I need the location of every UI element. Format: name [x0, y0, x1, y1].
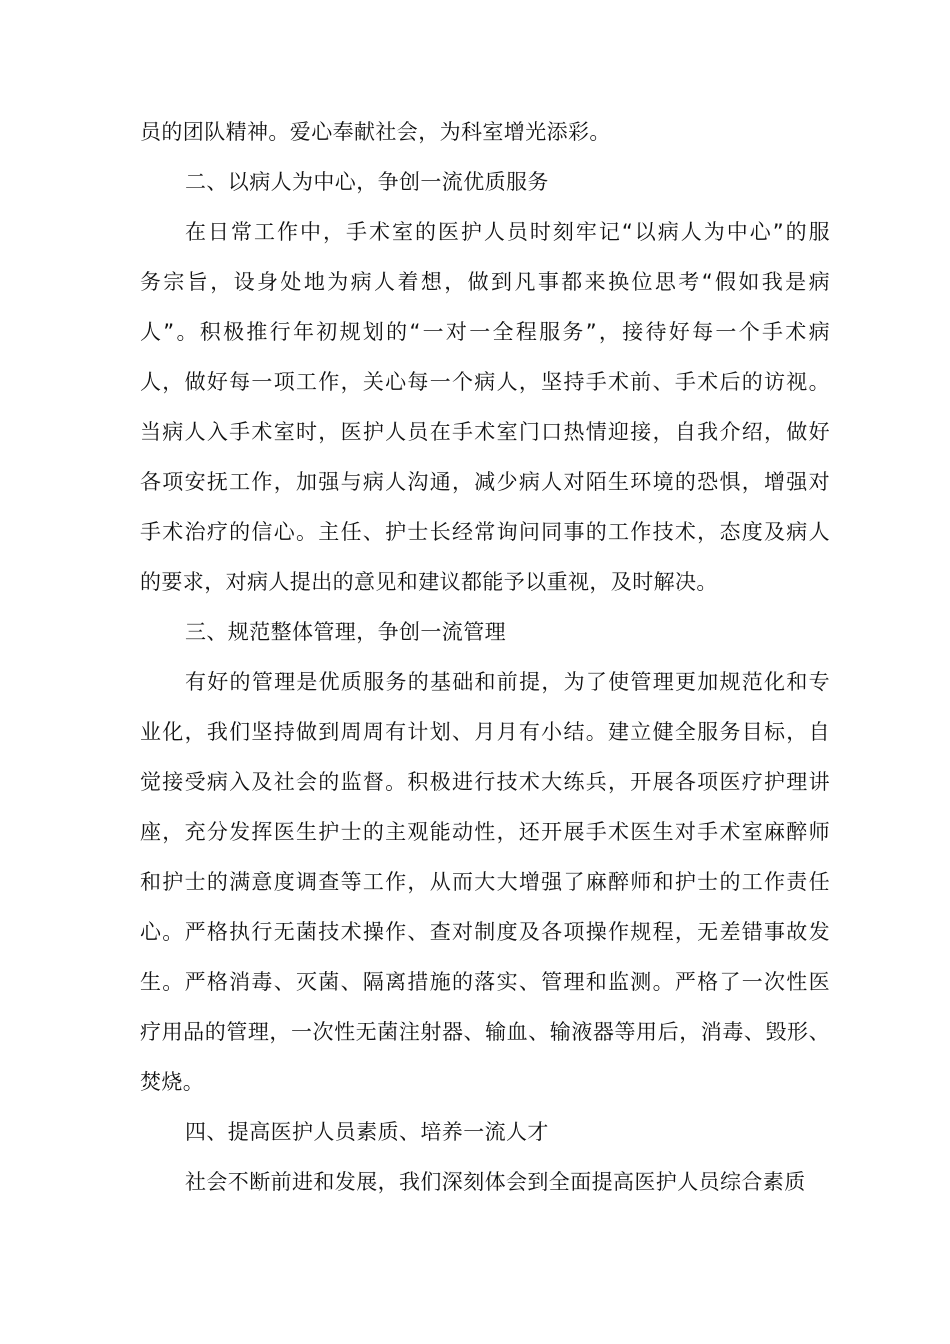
paragraph-line: 疗用品的管理，一次性无菌注射器、输血、输液器等用后，消毒、毁形、	[140, 1020, 830, 1044]
paragraph-line: 人”。积极推行年初规划的“一对一全程服务”，接待好每一个手术病	[140, 320, 830, 344]
paragraph-line: 心。严格执行无菌技术操作、查对制度及各项操作规程，无差错事故发	[140, 920, 830, 944]
paragraph-line: 员的团队精神。爱心奉献社会，为科室增光添彩。	[140, 120, 611, 144]
paragraph-line: 有好的管理是优质服务的基础和前提，为了使管理更加规范化和专	[185, 670, 830, 694]
paragraph-line: 务宗旨，设身处地为病人着想，做到凡事都来换位思考“假如我是病	[140, 270, 830, 294]
paragraph-line: 人，做好每一项工作，关心每一个病人，坚持手术前、手术后的访视。	[140, 370, 830, 394]
paragraph-line: 生。严格消毒、灭菌、隔离措施的落实、管理和监测。严格了一次性医	[140, 970, 830, 994]
paragraph-line: 座，充分发挥医生护士的主观能动性，还开展手术医生对手术室麻醉师	[140, 820, 830, 844]
section-heading: 三、规范整体管理，争创一流管理	[185, 620, 506, 644]
paragraph-line: 的要求，对病人提出的意见和建议都能予以重视，及时解决。	[140, 570, 718, 594]
paragraph-line: 手术治疗的信心。主任、护士长经常询问同事的工作技术，态度及病人	[140, 520, 830, 544]
section-heading: 二、以病人为中心，争创一流优质服务	[185, 170, 549, 194]
paragraph-line: 社会不断前进和发展，我们深刻体会到全面提高医护人员综合素质	[185, 1170, 806, 1194]
paragraph-line: 在日常工作中，手术室的医护人员时刻牢记“以病人为中心”的服	[185, 220, 830, 244]
paragraph-line: 各项安抚工作，加强与病人沟通，减少病人对陌生环境的恐惧，增强对	[140, 470, 830, 494]
paragraph-line: 和护士的满意度调查等工作，从而大大增强了麻醉师和护士的工作责任	[140, 870, 830, 894]
paragraph-line: 焚烧。	[140, 1070, 205, 1094]
paragraph-line: 当病人入手术室时，医护人员在手术室门口热情迎接，自我介绍，做好	[140, 420, 830, 444]
section-heading: 四、提高医护人员素质、培养一流人才	[185, 1120, 549, 1144]
paragraph-line: 觉接受病入及社会的监督。积极进行技术大练兵，开展各项医疗护理讲	[140, 770, 830, 794]
paragraph-line: 业化，我们坚持做到周周有计划、月月有小结。建立健全服务目标，自	[140, 720, 830, 744]
